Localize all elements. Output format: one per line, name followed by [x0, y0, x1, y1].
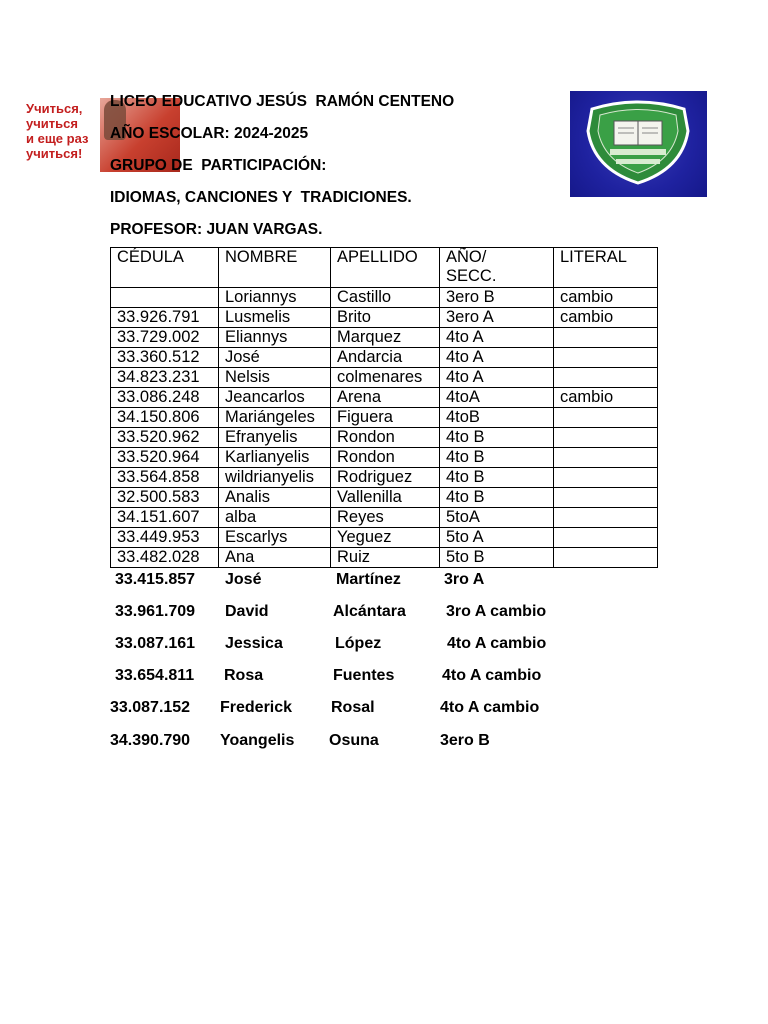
table-cell: [554, 528, 658, 548]
student-id: 33.415.857: [115, 571, 196, 588]
student-first-name: Rosa: [224, 667, 264, 684]
table-cell: alba: [219, 508, 331, 528]
table-cell: Eliannys: [219, 328, 331, 348]
column-header: CÉDULA: [111, 248, 219, 288]
table-cell: [554, 488, 658, 508]
table-cell: cambio: [554, 288, 658, 308]
table-cell: Nelsis: [219, 368, 331, 388]
table-cell: wildrianyelis: [219, 468, 331, 488]
table-cell: 33.564.858: [111, 468, 219, 488]
student-section: 3ro A: [444, 571, 485, 588]
student-section: 3ero B: [440, 732, 490, 749]
table-cell: 33.729.002: [111, 328, 219, 348]
student-section: 4to A cambio: [440, 699, 540, 716]
group-topic: IDIOMAS, CANCIONES Y TRADICIONES.: [110, 189, 412, 206]
table-cell: 33.926.791: [111, 308, 219, 328]
teacher-name: PROFESOR: JUAN VARGAS.: [110, 221, 323, 238]
table-row: [111, 468, 658, 488]
school-shield-emblem-icon: [570, 91, 707, 197]
poster-motto-text: Учиться, учиться и еще раз учиться!: [26, 101, 89, 161]
table-cell: [554, 548, 658, 568]
table-cell: Castillo: [331, 288, 440, 308]
school-name: LICEO EDUCATIVO JESÚS RAMÓN CENTENO: [110, 93, 455, 110]
student-last-name: Alcántara: [333, 603, 406, 620]
table-row: [111, 528, 658, 548]
table-cell: 3ero A: [440, 308, 554, 328]
table-cell: [554, 508, 658, 528]
table-cell: [554, 468, 658, 488]
student-section: 3ro A cambio: [446, 603, 547, 620]
student-id: 33.961.709: [115, 603, 196, 620]
student-section: 4to A cambio: [442, 667, 542, 684]
table-cell: Ruiz: [331, 548, 440, 568]
table-cell: 33.520.964: [111, 448, 219, 468]
table-cell: Rodriguez: [331, 468, 440, 488]
table-row: [111, 508, 658, 528]
column-header: APELLIDO: [331, 248, 440, 288]
student-section: 4to A cambio: [447, 635, 547, 652]
table-cell: Loriannys: [219, 288, 331, 308]
table-cell: Jeancarlos: [219, 388, 331, 408]
table-cell: 4to B: [440, 468, 554, 488]
table-cell: 4to B: [440, 448, 554, 468]
school-year: AÑO ESCOLAR: 2024-2025: [110, 125, 309, 142]
table-cell: 33.086.248: [111, 388, 219, 408]
table-cell: 4to A: [440, 368, 554, 388]
table-cell: 34.823.231: [111, 368, 219, 388]
table-row: [111, 448, 658, 468]
table-row: [111, 348, 658, 368]
table-cell: cambio: [554, 388, 658, 408]
student-id: 33.654.811: [115, 667, 195, 684]
table-cell: 4to B: [440, 488, 554, 508]
student-last-name: Rosal: [331, 699, 375, 716]
table-cell: 33.360.512: [111, 348, 219, 368]
table-cell: 5to B: [440, 548, 554, 568]
table-cell: 33.482.028: [111, 548, 219, 568]
table-row: [111, 408, 658, 428]
table-cell: 5to A: [440, 528, 554, 548]
table-cell: Escarlys: [219, 528, 331, 548]
table-cell: 5toA: [440, 508, 554, 528]
table-cell: 4to B: [440, 428, 554, 448]
table-cell: Analis: [219, 488, 331, 508]
table-row: [111, 488, 658, 508]
table-cell: colmenares: [331, 368, 440, 388]
table-row: [111, 388, 658, 408]
student-id: 33.087.152: [110, 699, 191, 716]
table-cell: [554, 408, 658, 428]
table-cell: Yeguez: [331, 528, 440, 548]
column-header: AÑO/ SECC.: [440, 248, 554, 288]
table-cell: Rondon: [331, 448, 440, 468]
table-row: [111, 308, 658, 328]
student-first-name: Yoangelis: [220, 732, 295, 749]
table-row: [111, 328, 658, 348]
table-cell: Brito: [331, 308, 440, 328]
table-cell: [554, 448, 658, 468]
table-cell: Arena: [331, 388, 440, 408]
table-row: [111, 368, 658, 388]
table-cell: José: [219, 348, 331, 368]
table-cell: [554, 328, 658, 348]
table-cell: cambio: [554, 308, 658, 328]
table-cell: 33.449.953: [111, 528, 219, 548]
column-header: LITERAL: [554, 248, 658, 288]
document-header: [110, 86, 550, 246]
student-last-name: Fuentes: [333, 667, 395, 684]
table-cell: [111, 288, 219, 308]
table-cell: 4toA: [440, 388, 554, 408]
table-cell: 4to A: [440, 348, 554, 368]
table-cell: 32.500.583: [111, 488, 219, 508]
table-cell: Rondon: [331, 428, 440, 448]
table-cell: 34.151.607: [111, 508, 219, 528]
participation-group: GRUPO DE PARTICIPACIÓN:: [110, 157, 327, 174]
student-last-name: Osuna: [329, 732, 379, 749]
table-cell: Reyes: [331, 508, 440, 528]
student-last-name: Martínez: [336, 571, 401, 588]
student-first-name: José: [225, 571, 262, 588]
table-row: [111, 548, 658, 568]
student-first-name: David: [225, 603, 269, 620]
student-first-name: Frederick: [220, 699, 293, 716]
student-first-name: Jessica: [225, 635, 283, 652]
table-header-row: [111, 248, 658, 288]
table-cell: Andarcia: [331, 348, 440, 368]
table-cell: 4to A: [440, 328, 554, 348]
student-id: 33.087.161: [115, 635, 196, 652]
table-cell: Mariángeles: [219, 408, 331, 428]
table-cell: [554, 428, 658, 448]
student-id: 34.390.790: [110, 732, 191, 749]
table-cell: 4toB: [440, 408, 554, 428]
table-row: [111, 428, 658, 448]
table-cell: 34.150.806: [111, 408, 219, 428]
table-cell: 33.520.962: [111, 428, 219, 448]
table-row: [111, 288, 658, 308]
table-cell: Karlianyelis: [219, 448, 331, 468]
table-cell: [554, 368, 658, 388]
table-cell: Efranyelis: [219, 428, 331, 448]
student-roster-table: [110, 247, 658, 568]
table-cell: 3ero B: [440, 288, 554, 308]
student-last-name: López: [335, 635, 382, 652]
table-cell: Lusmelis: [219, 308, 331, 328]
table-cell: Vallenilla: [331, 488, 440, 508]
table-cell: Ana: [219, 548, 331, 568]
table-cell: Figuera: [331, 408, 440, 428]
table-cell: [554, 348, 658, 368]
column-header: NOMBRE: [219, 248, 331, 288]
table-cell: Marquez: [331, 328, 440, 348]
